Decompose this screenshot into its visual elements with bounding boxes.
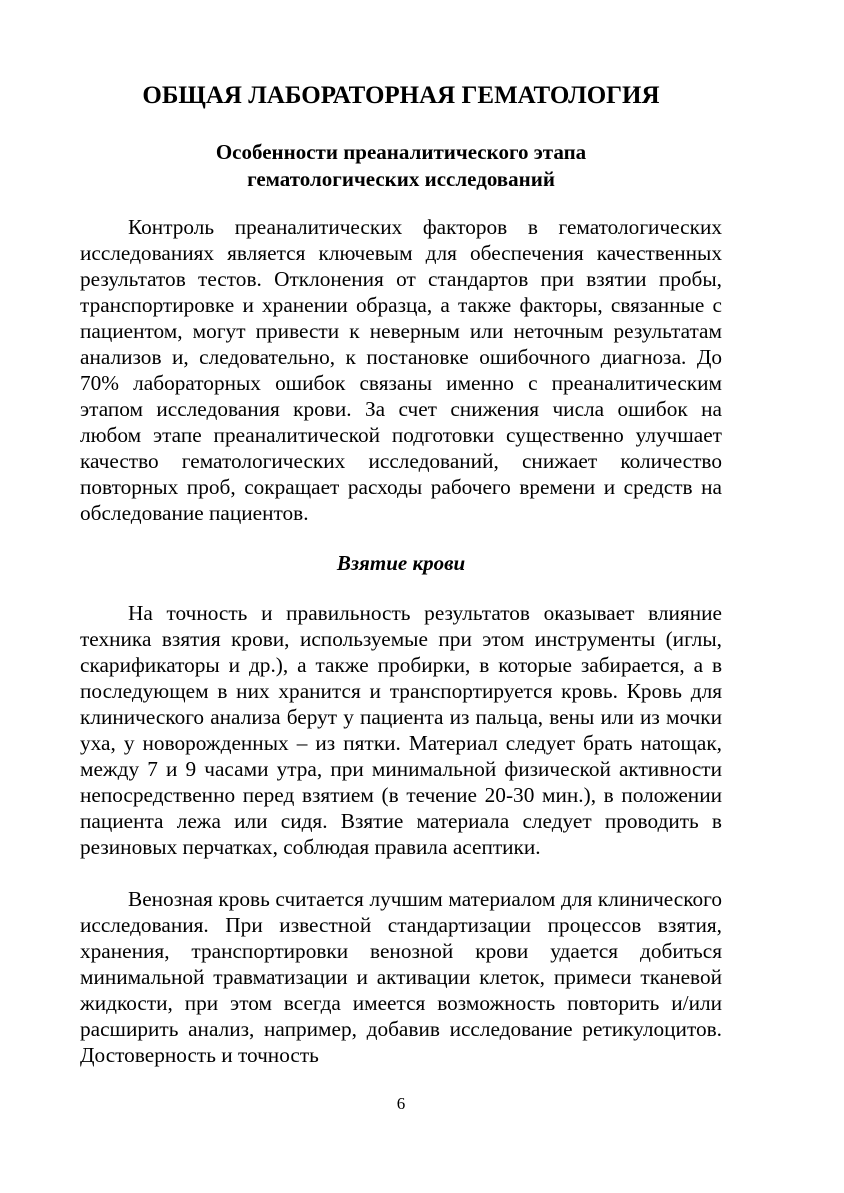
venous-blood-block (80, 886, 722, 1068)
section-title (80, 139, 722, 193)
section-title-line-1: Особенности преаналитического этапа (215, 140, 587, 164)
intro-block (80, 214, 722, 526)
intro-paragraph: Контроль преаналитических факторов в гематологических исследованиях является ключевым для обеспечения качественных результатов тестов. Отклонения от стандартов при взятии пробы, транспортировке и хранении образца, а также факторы, связанные с пациентом, могут привести к неверным или неточным результатам анализов и, следовательно, к постановке ошибочного диагноза. До 70% лабораторных ошибок связаны именно с преаналитическим этапом исследования крови. За счет снижения числа ошибок на любом этапе преаналитической подготовки существенно улучшает качество гематологических исследований, снижает количество повторных проб, сокращает расходы рабочего времени и средств на обследование пациентов. (80, 215, 722, 525)
section-title-line-2: гематологических исследований (247, 167, 555, 191)
page-number: 6 (396, 1094, 406, 1113)
blood-sampling-block (80, 600, 722, 860)
venous-blood-paragraph: Венозная кровь считается лучшим материалом для клинического исследования. При известной стандартизации процессов взятия, хранения, транспортировки венозной крови удается добиться минимальной травматизации и активации клеток, примеси тканевой жидкости, при этом всегда имеется возможность повторить и/или расширить анализ, например, добавив исследование ретикулоцитов. Достоверность и точность (80, 887, 722, 1067)
blood-sampling-paragraph: На точность и правильность результатов оказывает влияние техника взятия крови, используемые при этом инструменты (иглы, скарификаторы и др.), а также пробирки, в которые забирается, а в последующем в них хранится и транспортируется кровь. Кровь для клинического анализа берут у пациента из пальца, вены или из мочки уха, у новорожденных – из пятки. Материал следует брать натощак, между 7 и 9 часами утра, при минимальной физической активности непосредственно перед взятием (в течение 20-30 мин.), в положении пациента лежа или сидя. Взятие материала следует проводить в резиновых перчатках, соблюдая правила асептики. (80, 601, 722, 859)
subsection-title: Взятие крови (336, 551, 466, 575)
chapter-title: ОБЩАЯ ЛАБОРАТОРНАЯ ГЕМАТОЛОГИЯ (142, 82, 660, 109)
